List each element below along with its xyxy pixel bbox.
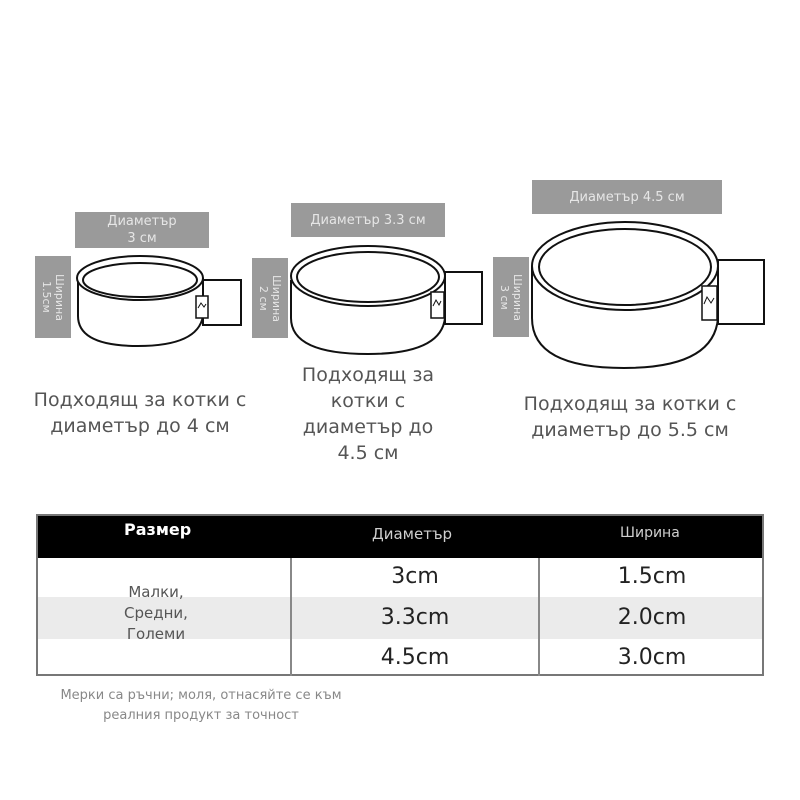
width-label-small-line2: 1.5см <box>40 281 53 313</box>
collar-medium-illustration <box>288 240 488 360</box>
width-label-large-line1: Ширина <box>511 273 524 321</box>
collar-large-illustration <box>530 218 770 373</box>
table-cell-width: 1.5cm <box>617 564 687 589</box>
fit-text-medium: Подходящ за котки с диаметър до 4.5 см <box>301 364 435 464</box>
width-label-medium <box>252 258 288 338</box>
diameter-label-small <box>75 212 209 248</box>
fit-text-small: Подходящ за котки с диаметър до 4 см <box>33 389 247 437</box>
table-cell-diameter: 3cm <box>391 564 439 589</box>
fit-text-large: Подходящ за котки с диаметър до 5.5 см <box>523 393 737 441</box>
width-label-small-line1: Ширина <box>53 273 66 321</box>
table-cell-diameter: 3.3cm <box>380 605 450 630</box>
size-table <box>36 514 764 676</box>
diameter-label-small-line2: 3 см <box>127 231 157 246</box>
collar-small-illustration <box>70 250 250 360</box>
width-label-small <box>35 256 71 338</box>
width-label-large <box>493 257 529 337</box>
table-cell-diameter: 4.5cm <box>380 645 450 670</box>
header-size: Размер <box>124 520 192 539</box>
diameter-label-medium: Диаметър 3.3 см <box>291 203 445 237</box>
size-name-small: Малки, <box>128 583 184 601</box>
size-names-cell <box>93 582 219 645</box>
measurement-note-line2: реалния продукт за точност <box>103 708 299 723</box>
diameter-label-small-line1: Диаметър <box>107 214 177 229</box>
table-cell-width: 2.0cm <box>617 605 687 630</box>
width-label-medium-line2: 2 см <box>257 285 270 311</box>
table-cell-width: 3.0cm <box>617 645 687 670</box>
size-table-header <box>38 516 762 558</box>
size-name-medium: Средни, <box>124 604 188 622</box>
header-diameter: Диаметър <box>372 525 453 543</box>
width-label-medium-line1: Ширина <box>270 274 283 322</box>
header-width: Ширина <box>620 525 680 541</box>
measurement-note-line1: Мерки са ръчни; моля, отнасяйте се към <box>60 688 342 703</box>
size-name-large: Големи <box>126 625 186 643</box>
measurement-note <box>36 686 366 726</box>
width-label-large-line2: 3 см <box>498 284 511 310</box>
diameter-label-large: Диаметър 4.5 см <box>532 180 722 214</box>
